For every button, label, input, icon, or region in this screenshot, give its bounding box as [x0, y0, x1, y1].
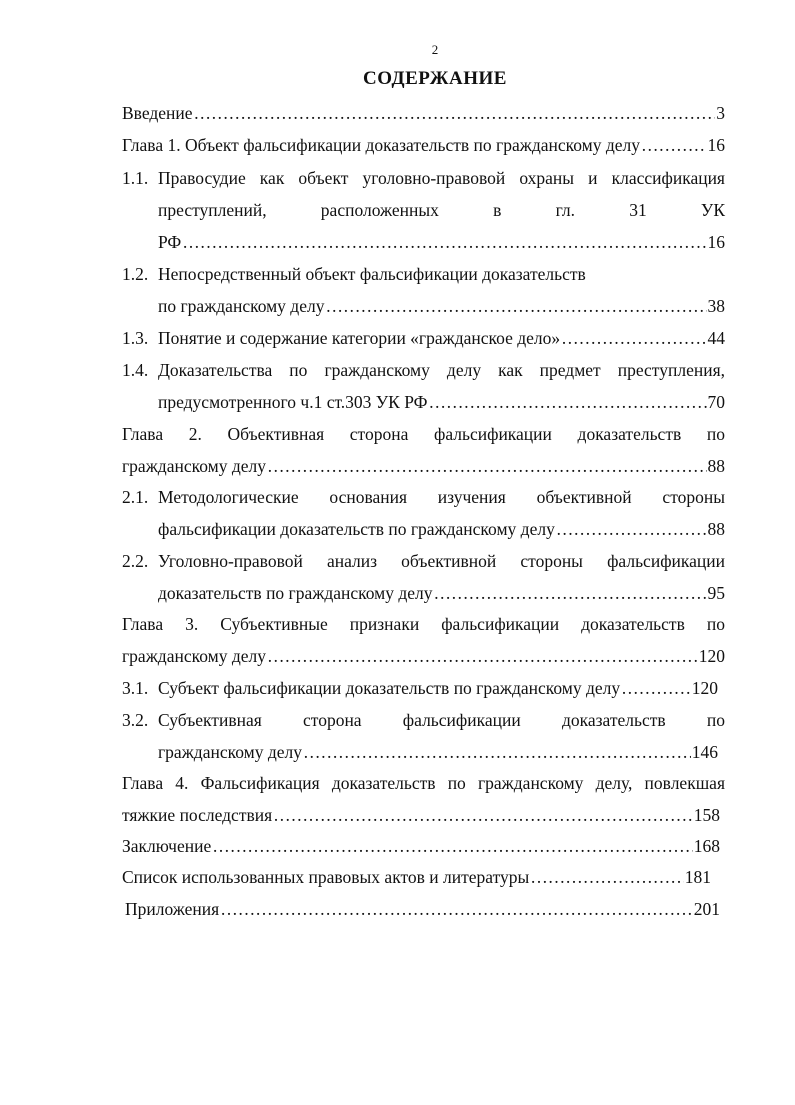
toc-entry-2-1-line1[interactable]: Методологические основания изучения объективной стороны — [158, 487, 725, 507]
toc-entry-chapter-3-line1[interactable]: Глава 3. Субъективные признаки фальсификации доказательств по — [122, 614, 725, 634]
toc-entry-1-1-line2[interactable]: преступлений, расположенных в гл. 31 УК — [158, 200, 725, 220]
toc-num-1-1: 1.1. — [122, 168, 149, 188]
toc-num-3-1: 3.1. — [122, 678, 149, 698]
toc-title: СОДЕРЖАНИЕ — [363, 68, 507, 89]
toc-entry-1-4-line2[interactable]: предусмотренного ч.1 ст.303 УК РФ …………………………………………………………………………………………………………………………………………………………………… 70 — [158, 390, 725, 414]
toc-num-3-2: 3.2. — [122, 710, 149, 730]
toc-entry-1-2-line1[interactable]: Непосредственный объект фальсификации доказательств — [158, 264, 586, 284]
toc-entry-2-2-line2[interactable]: доказательств по гражданскому делу …………………………………………………………………………………………………………………………………………………………………… 95 — [158, 581, 725, 605]
toc-entry-3-2-line2[interactable]: гражданскому делу …………………………………………………………………………………………………………………………………………………………………… 146 — [158, 740, 718, 764]
toc-entry-1-1-line1[interactable]: Правосудие как объект уголовно-правовой охраны и классификация — [158, 168, 725, 188]
toc-entry-chapter-4-line1[interactable]: Глава 4. Фальсификация доказательств по гражданскому делу, повлекшая — [122, 773, 725, 793]
toc-num-1-2: 1.2. — [122, 264, 149, 284]
page-number: 2 — [431, 42, 439, 57]
toc-num-1-4: 1.4. — [122, 360, 149, 380]
toc-entry-conclusion[interactable]: Заключение …………………………………………………………………………………………………………………………………………………………………… 168 — [122, 834, 720, 858]
toc-num-2-1: 2.1. — [122, 487, 149, 507]
toc-entry-1-2-line2[interactable]: по гражданскому делу …………………………………………………………………………………………………………………………………………………………………… 38 — [158, 294, 725, 318]
toc-entry-chapter-2-line1[interactable]: Глава 2. Объективная сторона фальсификации доказательств по — [122, 424, 725, 444]
toc-entry-appendices[interactable]: Приложения …………………………………………………………………………………………………………………………………………………………………… 201 — [125, 897, 720, 921]
toc-entry-chapter-4-line2[interactable]: тяжкие последствия …………………………………………………………………………………………………………………………………………………………………… 158 — [122, 803, 720, 827]
toc-entry-1-1-line3[interactable]: РФ …………………………………………………………………………………………………………………………………………………………………… 16 — [158, 230, 725, 254]
toc-entry-chapter-3-line2[interactable]: гражданскому делу …………………………………………………………………………………………………………………………………………………………………… 120 — [122, 644, 725, 668]
toc-entry-chapter-2-line2[interactable]: гражданскому делу …………………………………………………………………………………………………………………………………………………………………… 88 — [122, 454, 725, 478]
toc-entry-chapter-1[interactable]: Глава 1. Объект фальсификации доказательств по гражданскому делу …………………………………………………………………………………………………………………………………………………………………… 16 — [122, 133, 725, 157]
toc-num-2-2: 2.2. — [122, 551, 149, 571]
toc-entry-2-1-line2[interactable]: фальсификации доказательств по гражданскому делу …………………………………………………………………………………………………………………………………………………………………… 88 — [158, 517, 725, 541]
toc-entry-1-3[interactable]: Понятие и содержание категории «гражданское дело» …………………………………………………………………………………………………………………………………………………………………… 44 — [158, 326, 725, 350]
toc-entry-2-2-line1[interactable]: Уголовно-правовой анализ объективной стороны фальсификации — [158, 551, 725, 571]
toc-entry-references[interactable]: Список использованных правовых актов и литературы …………………………………………………………………………………………………………………………………………………………………… 181 — [122, 865, 711, 889]
toc-entry-1-4-line1[interactable]: Доказательства по гражданскому делу как предмет преступления, — [158, 360, 725, 380]
toc-num-1-3: 1.3. — [122, 328, 149, 348]
toc-entry-3-1[interactable]: Субъект фальсификации доказательств по гражданскому делу …………………………………………………………………………………………………………………………………………………………………… 120 — [158, 676, 718, 700]
toc-entry-3-2-line1[interactable]: Субъективная сторона фальсификации доказательств по — [158, 710, 725, 730]
toc-entry-intro[interactable]: Введение …………………………………………………………………………………………………………………………………………………………………… 3 — [122, 101, 725, 125]
